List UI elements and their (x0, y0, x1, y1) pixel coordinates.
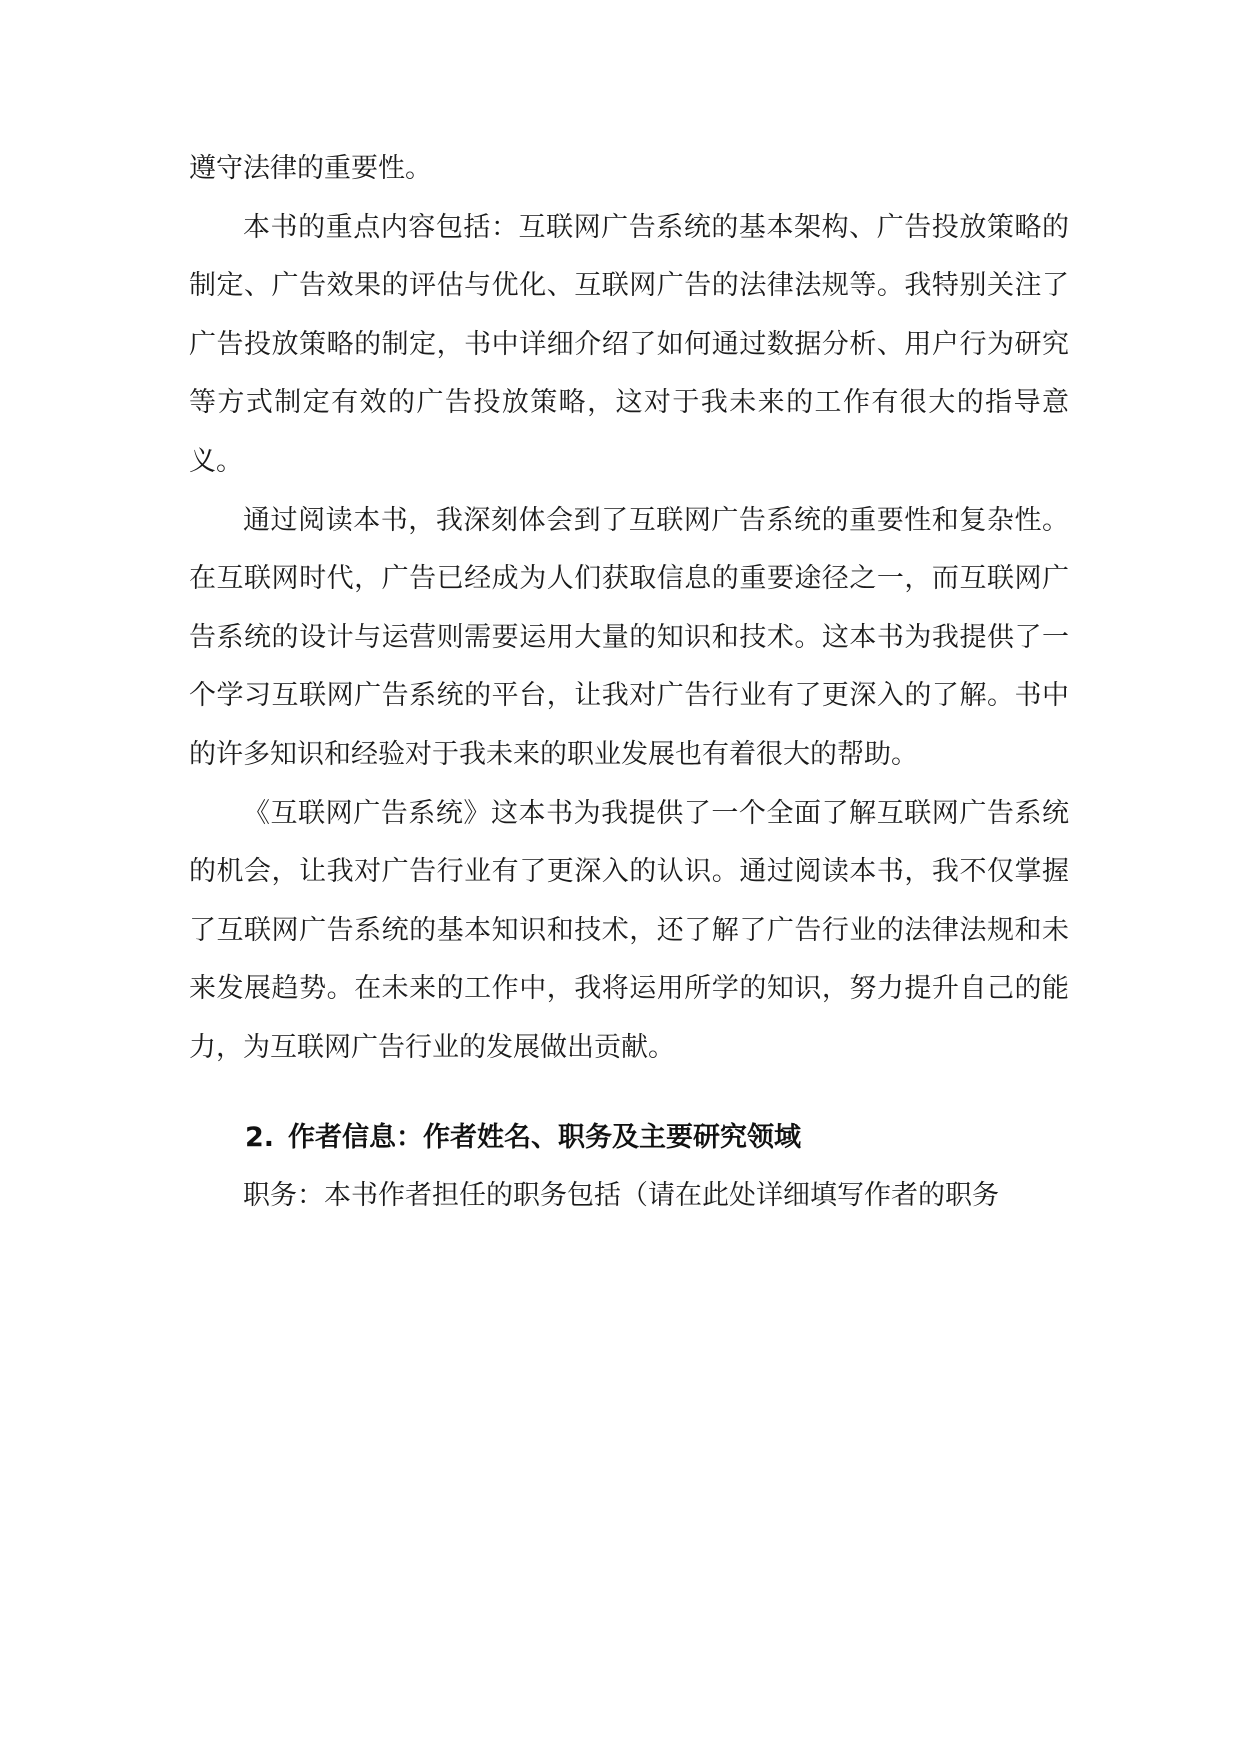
paragraph-continuation: 遵守法律的重要性。 (189, 153, 432, 184)
paragraph-author-position: 职务：本书作者担任的职务包括（请在此处详细填写作者的职务 (243, 1180, 999, 1212)
section-title: 作者信息：作者姓名、职务及主要研究领域 (288, 1121, 802, 1153)
section-number: 2. (245, 1121, 275, 1153)
paragraph-summary: 《互联网广告系统》这本书为我提供了一个全面了解互联网广告系统的机会，让我对广告行业有了更深入的认识。通过阅读本书，我不仅掌握了互联网广告系统的基本知识和技术，还了解了广告行业的法律法规和未来发展趋势。在未来的工作中，我将运用所学的知识，努力提升自己的能力，为互联网广告行业的发展做出贡献。 (189, 797, 1069, 1063)
paragraph-reading-reflection: 通过阅读本书，我深刻体会到了互联网广告系统的重要性和复杂性。在互联网时代，广告已经成为人们获取信息的重要途径之一，而互联网广告系统的设计与运营则需要运用大量的知识和技术。这本书为我提供了一个学习互联网广告系统的平台，让我对广告行业有了更深入的了解。书中的许多知识和经验对于我未来的职业发展也有着很大的帮助。 (189, 504, 1069, 770)
paragraph-key-content: 本书的重点内容包括：互联网广告系统的基本架构、广告投放策略的制定、广告效果的评估与优化、互联网广告的法律法规等。我特别关注了广告投放策略的制定，书中详细介绍了如何通过数据分析、用户行为研究等方式制定有效的广告投放策略，这对于我未来的工作有很大的指导意义。 (189, 211, 1069, 477)
document-body (189, 140, 1069, 1226)
section-heading (189, 1109, 1069, 1168)
